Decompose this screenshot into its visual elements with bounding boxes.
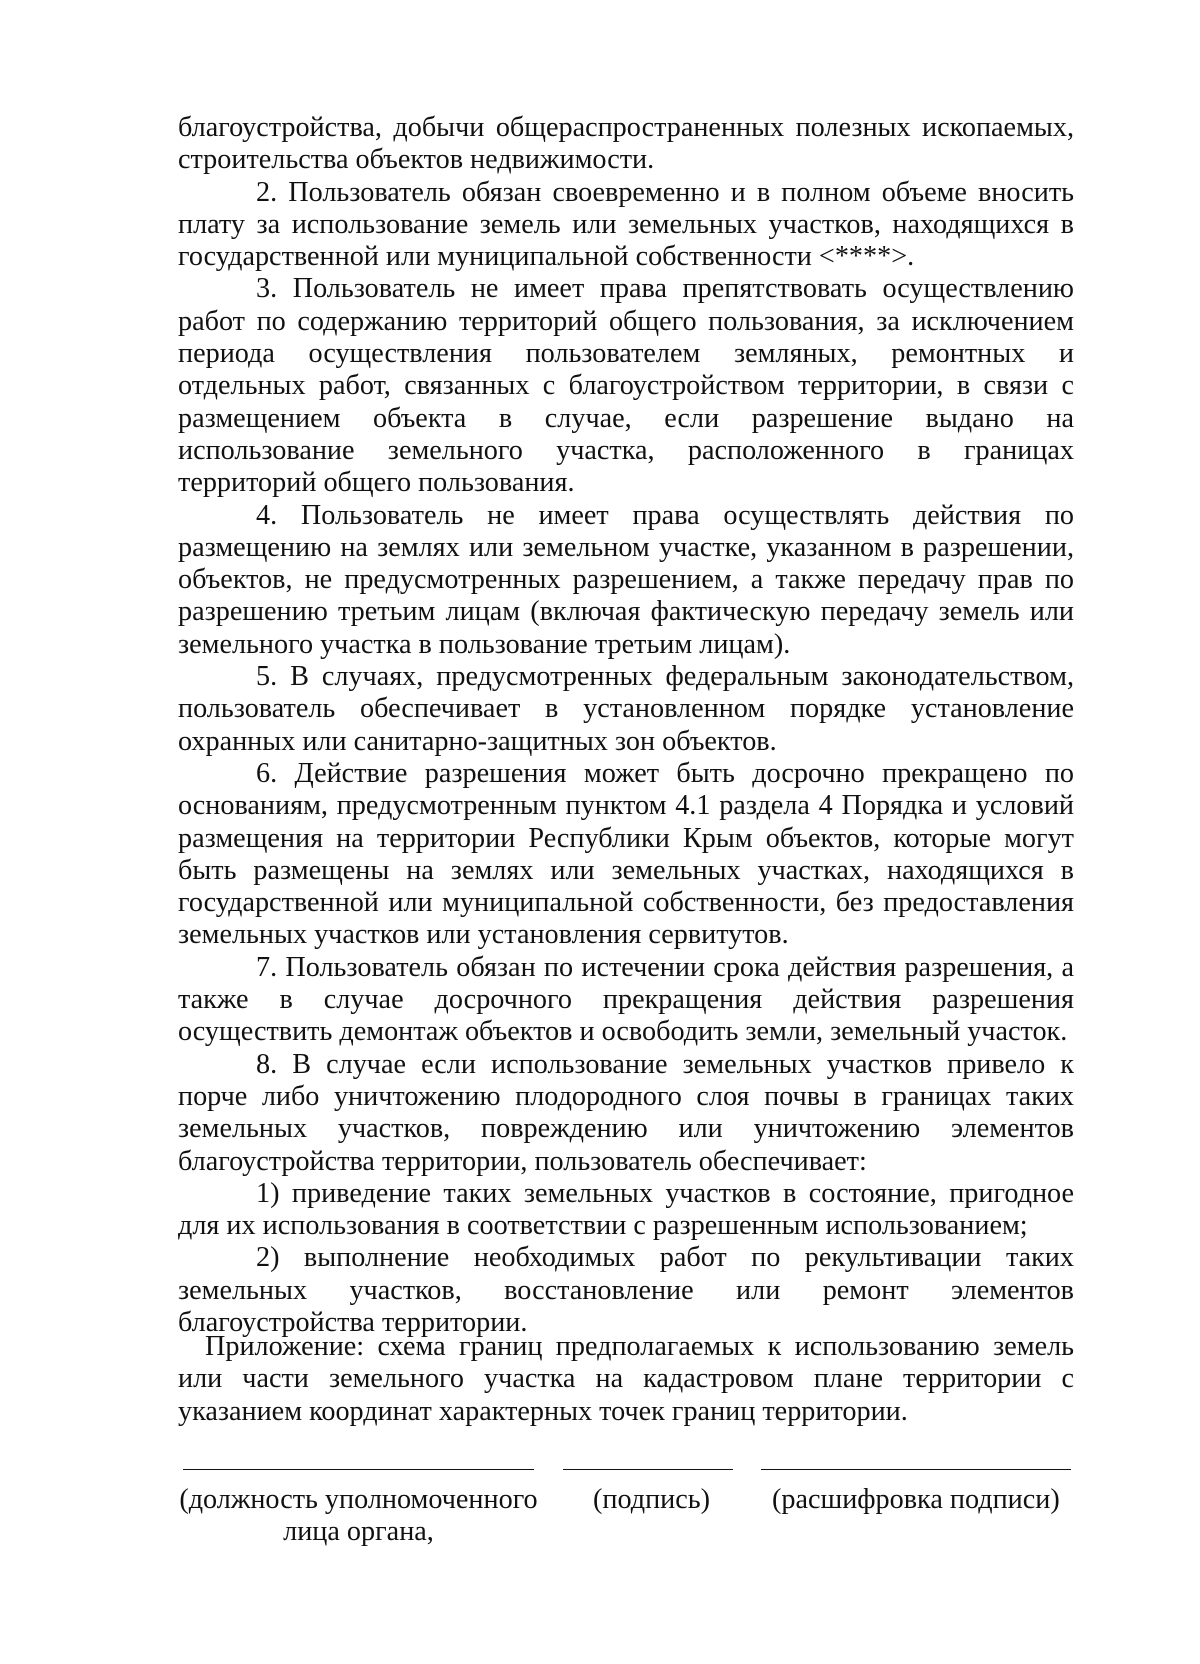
paragraph-continuation: благоустройства, добычи общераспространенных полезных ископаемых, строительства объектов недвижимости. xyxy=(178,112,1074,176)
appendix-note: Приложение: схема границ предполагаемых к использованию земель или части земельного участка на кадастровом плане территории с указанием координат характерных точек границ территории. xyxy=(178,1331,1074,1427)
signature-line xyxy=(563,1469,733,1470)
paragraph-item-2: 2. Пользователь обязан своевременно и в полном объеме вносить плату за использование земель или земельных участков, находящихся в государственной или муниципальной собственности <****>. xyxy=(178,176,1074,273)
position-caption: (должность уполномоченного лица органа, xyxy=(179,1484,538,1547)
paragraph-item-4: 4. Пользователь не имеет права осуществлять действия по размещению на землях или земельном участке, указанном в разрешении, объектов, не предусмотренных разрешением, а также передачу прав по разрешению третьим лицам (включая фактическую передачу земель или земельного участка в пользование третьим лицам). xyxy=(178,499,1074,660)
subitem-2: 2) выполнение необходимых работ по рекультивации таких земельных участков, восстановление или ремонт элементов благоустройства территории. xyxy=(178,1242,1074,1338)
signature-decode-line xyxy=(761,1469,1071,1470)
signature-decode-caption: (расшифровка подписи) xyxy=(772,1484,1060,1515)
position-signature-line xyxy=(183,1469,534,1470)
signature-caption: (подпись) xyxy=(593,1484,711,1515)
paragraph-item-5: 5. В случаях, предусмотренных федеральным законодательством, пользователь обеспечивает в установленном порядке установление охранных или санитарно-защитных зон объектов. xyxy=(178,661,1074,757)
document-body xyxy=(178,112,1074,1339)
paragraph-item-7: 7. Пользователь обязан по истечении срока действия разрешения, а также в случае досрочного прекращения действия разрешения осуществить демонтаж объектов и освободить земли, земельный участок. xyxy=(178,951,1074,1048)
paragraph-item-8: 8. В случае если использование земельных участков привело к порче либо уничтожению плодородного слоя почвы в границах таких земельных участков, повреждению или уничтожению элементов благоустройства территории, пользователь обеспечивает: xyxy=(178,1048,1074,1177)
subitem-1: 1) приведение таких земельных участков в состояние, пригодное для их использования в соответствии с разрешенным использованием; xyxy=(178,1177,1074,1242)
paragraph-item-6: 6. Действие разрешения может быть досрочно прекращено по основаниям, предусмотренным пунктом 4.1 раздела 4 Порядка и условий размещения на территории Республики Крым объектов, которые могут быть размещены на землях или земельных участках, находящихся в государственной или муниципальной собственности, без предоставления земельных участков или установления сервитутов. xyxy=(178,757,1074,951)
paragraph-item-3: 3. Пользователь не имеет права препятствовать осуществлению работ по содержанию территорий общего пользования, за исключением периода осуществления пользователем земляных, ремонтных и отдельных работ, связанных с благоустройством территории, в связи с размещением объекта в случае, если разрешение выдано на использование земельного участка, расположенного в границах территорий общего пользования. xyxy=(178,273,1074,499)
